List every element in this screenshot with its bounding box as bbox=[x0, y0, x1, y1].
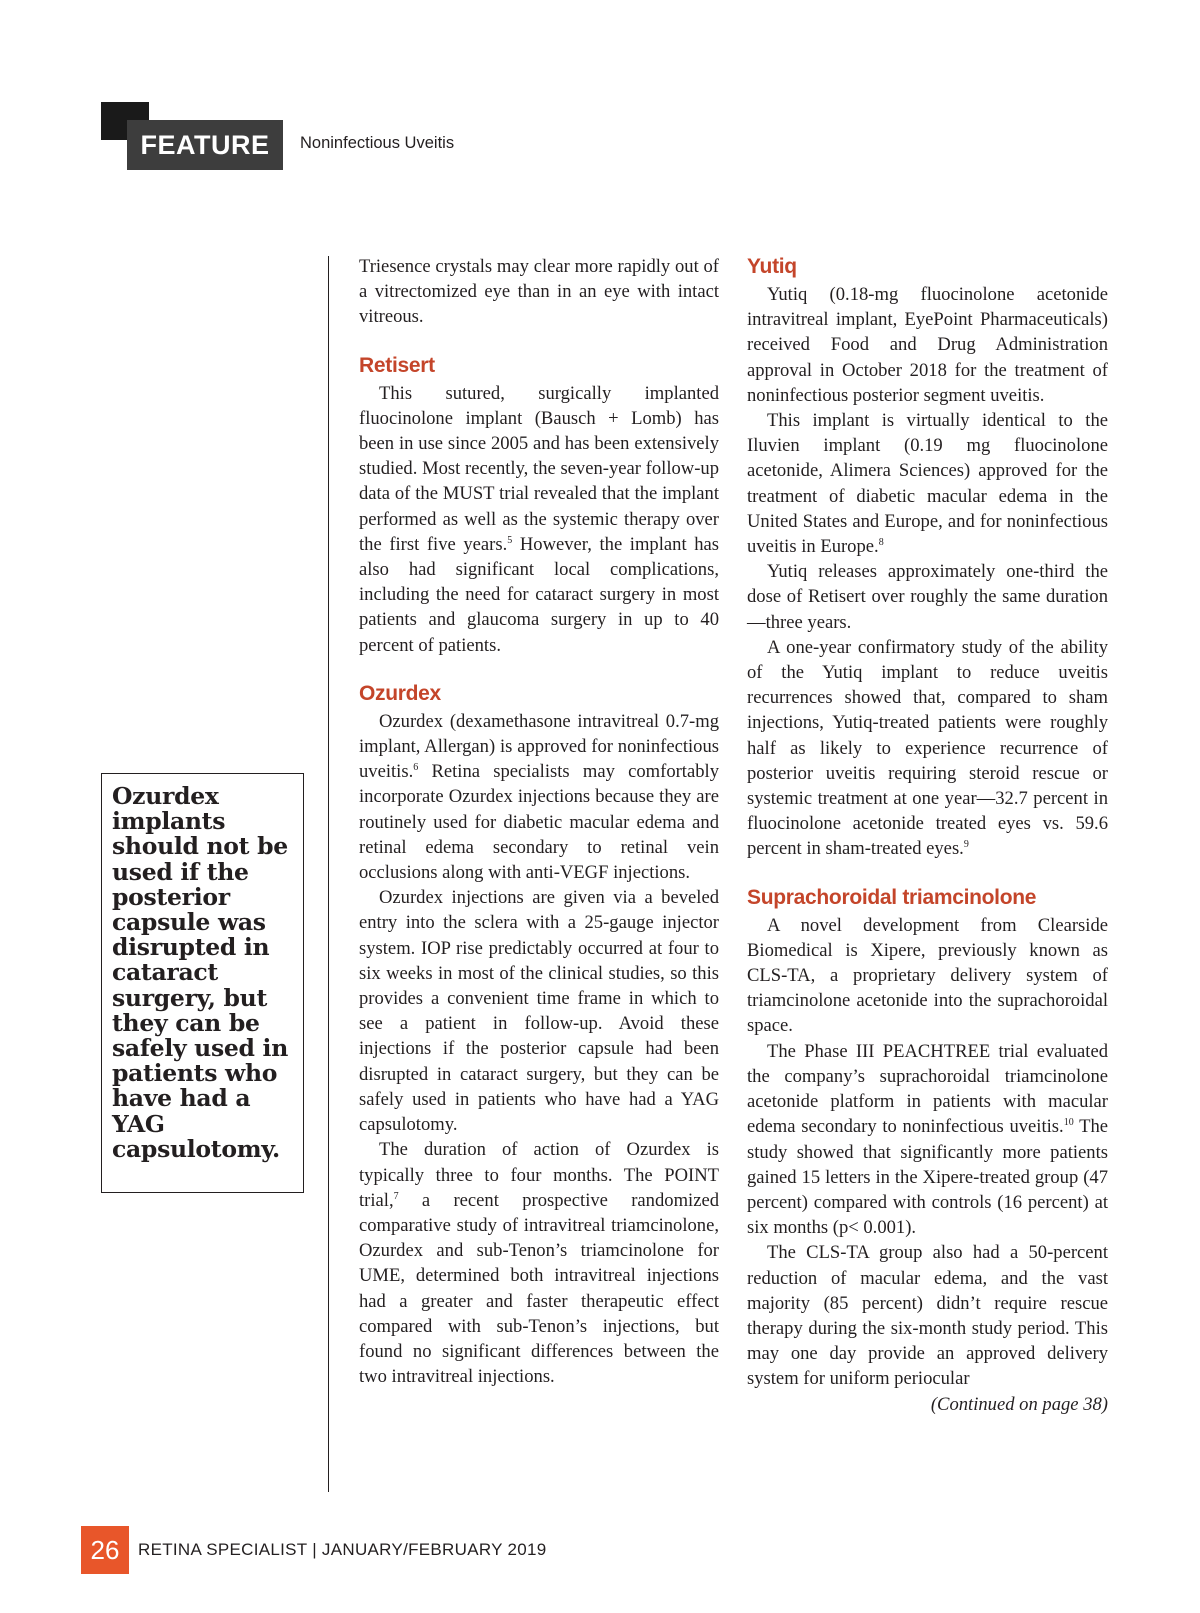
yutiq-paragraph-3: Yutiq releases approximately one-third the dose of Retisert over roughly the same duration—three years. bbox=[747, 561, 1108, 633]
suprachoroidal-paragraph-2: The Phase III PEACHTREE trial evaluated the company’s suprachoroidal triamcinolone acetonide platform in patients with macular edema secondary to noninfectious uveitis.$^{10}$ The study showed that significantly more patients gained 15 letters in the Xipere-treated group (47 percent) compared with controls (16 percent) at six months (p< 0.001). bbox=[747, 1040, 1108, 1239]
ozurdex-heading: Ozurdex bbox=[359, 681, 441, 705]
page-number: 26 bbox=[81, 1526, 129, 1574]
retisert-paragraph: This sutured, surgically implanted fluocinolone implant (Bausch + Lomb) has been in use since 2005 and has been extensively studied. Most recently, the seven-year follow-up data of the MUST trial revealed that the implant performed as well as the systemic therapy over the first five years.$^5$ However, the implant has also had significant local complications, including the need for cataract surgery in most patients and glaucoma surgery in up to 40 percent of patients. bbox=[359, 382, 719, 656]
ref-6: 6 bbox=[413, 762, 419, 774]
ozurdex-paragraph-3: The duration of action of Ozurdex is typically three to four months. The POINT trial,$^7$ a recent prospective randomized comparative study of intravitreal triamcinolone, Ozurdex and sub-Tenon’s triamcinolone for UME, determined both intravitreal injections had a greater and faster therapeutic effect compared with sub-Tenon’s injections, but found no significant differences between the two intravitreal injections. bbox=[359, 1139, 719, 1388]
column-rule bbox=[328, 256, 329, 1492]
pullquote: Ozurdex implants should not be used if the posterior capsule was disrupted in cataract surgery, but they can be safely used in patients who have had a YAG capsulotomy. bbox=[101, 773, 304, 1193]
ref-7: 7 bbox=[393, 1190, 399, 1202]
ozurdex-paragraph-2: Ozurdex injections are given via a beveled entry into the sclera with a 25-gauge injector system. IOP rise predictably occurred at four to six weeks in most of the clinical studies, so this provides a convenient time frame in which to see a patient in follow-up. Avoid these injections if the posterior capsule had been disrupted in cataract surgery, but they can be safely used in patients who have had a YAG capsulotomy. bbox=[359, 887, 719, 1136]
ref-9: 9 bbox=[963, 839, 969, 851]
article-column-1 bbox=[359, 254, 719, 1389]
feature-tab: FEATURE bbox=[127, 120, 283, 170]
ref-8: 8 bbox=[878, 536, 884, 548]
suprachoroidal-paragraph-3: The CLS-TA group also had a 50-percent reduction of macular edema, and the vast majority (85 percent) didn’t require rescue therapy during the six-month study period. This may one day provide an approved delivery system for uniform periocular bbox=[747, 1242, 1108, 1390]
suprachoroidal-heading: Suprachoroidal triamcinolone bbox=[747, 885, 1037, 909]
continued-note: (Continued on page 38) bbox=[930, 1393, 1108, 1415]
yutiq-heading: Yutiq bbox=[747, 255, 797, 278]
retisert-heading: Retisert bbox=[359, 353, 435, 377]
section-label: Noninfectious Uveitis bbox=[300, 134, 455, 152]
ref-5: 5 bbox=[507, 534, 513, 546]
ozurdex-paragraph-1: Ozurdex (dexamethasone intravitreal 0.7-mg implant, Allergan) is approved for noninfectious uveitis.$^6$ Retina specialists may comfortably incorporate Ozurdex injections because they are routinely used for diabetic macular edema and retinal edema secondary to retinal vein occlusions along with anti-VEGF injections. bbox=[359, 710, 719, 884]
intro-paragraph: Triesence crystals may clear more rapidly out of a vitrectomized eye than in an eye with intact vitreous. bbox=[359, 256, 719, 328]
suprachoroidal-paragraph-1: A novel development from Clearside Biomedical is Xipere, previously known as CLS-TA, a proprietary delivery system of triamcinolone acetonide into the suprachoroidal space. bbox=[747, 914, 1108, 1037]
ref-10: 10 bbox=[1063, 1117, 1074, 1129]
yutiq-paragraph-1: Yutiq (0.18-mg fluocinolone acetonide intravitreal implant, EyePoint Pharmaceuticals) received Food and Drug Administration approval in October 2018 for the treatment of noninfectious posterior segment uveitis. bbox=[747, 284, 1108, 406]
yutiq-paragraph-2: This implant is virtually identical to the Iluvien implant (0.19 mg fluocinolone acetonide, Alimera Sciences) approved for the treatment of diabetic macular edema in the United States and Europe, and for noninfectious uveitis in Europe.$^8$ bbox=[747, 410, 1108, 558]
article-column-2 bbox=[747, 254, 1108, 1417]
yutiq-paragraph-4: A one-year confirmatory study of the ability of the Yutiq implant to reduce uveitis recurrences showed that, compared to sham injections, Yutiq-treated patients were roughly half as likely to experience recurrence of posterior uveitis requiring steroid rescue or systemic treatment at one year—32.7 percent in fluocinolone acetonide treated eyes vs. 59.6 percent in sham-treated eyes.$^9$ bbox=[747, 636, 1108, 860]
publication-footer: RETINA SPECIALIST | JANUARY/FEBRUARY 2019 bbox=[138, 1540, 547, 1559]
